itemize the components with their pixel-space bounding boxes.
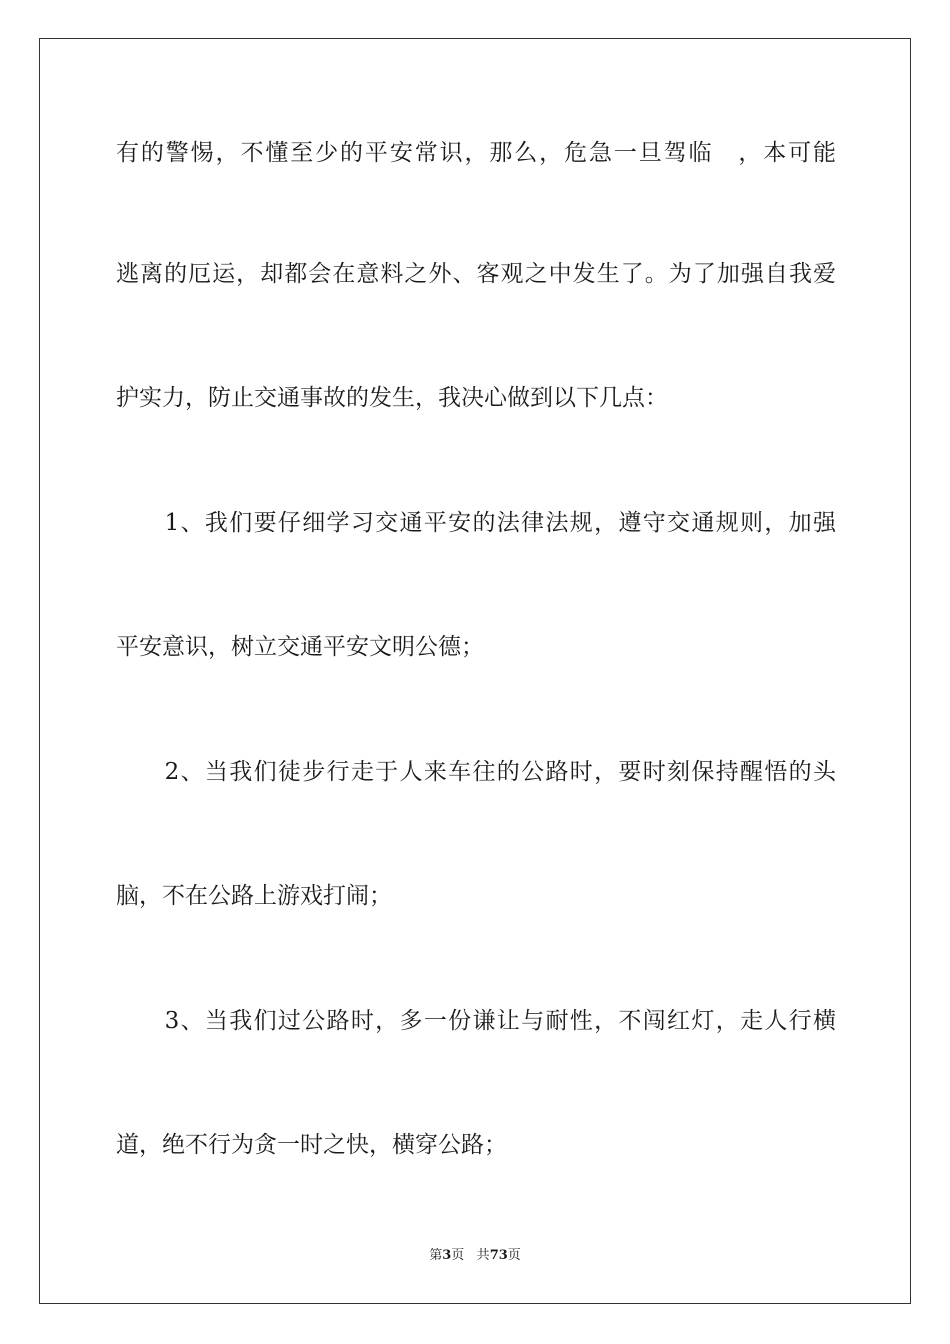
- footer-separator: [464, 1248, 476, 1263]
- footer-prefix: 第: [429, 1248, 443, 1263]
- footer-total-suffix: 页: [507, 1248, 521, 1263]
- text-line-1: 有的警惕，不懂至少的平安常识，那么，危急一旦驾临 ，本可能: [116, 140, 836, 166]
- text-line-9: 道，绝不行为贪一时之快，横穿公路；: [116, 1132, 507, 1158]
- page-border: [39, 38, 911, 1304]
- footer-total-pages: 73: [489, 1248, 508, 1263]
- text-line-5: 平安意识，树立交通平安文明公德；: [116, 634, 484, 660]
- footer-page-suffix: 页: [451, 1248, 465, 1263]
- text-line-3: 护实力，防止交通事故的发生，我决心做到以下几点：: [116, 385, 668, 411]
- text-line-6: 2、当我们徒步行走于人来车往的公路时，要时刻保持醒悟的头: [116, 759, 836, 785]
- page-footer: [0, 1247, 950, 1265]
- text-line-7: 脑，不在公路上游戏打闹；: [116, 883, 392, 909]
- text-line-8: 3、当我们过公路时，多一份谦让与耐性，不闯红灯，走人行横: [116, 1008, 836, 1034]
- footer-page-number: 3: [442, 1248, 452, 1263]
- footer-total-prefix: 共: [476, 1248, 490, 1263]
- text-line-4: 1、我们要仔细学习交通平安的法律法规，遵守交通规则，加强: [116, 510, 836, 536]
- text-line-2: 逃离的厄运，却都会在意料之外、客观之中发生了。为了加强自我爱: [116, 261, 836, 287]
